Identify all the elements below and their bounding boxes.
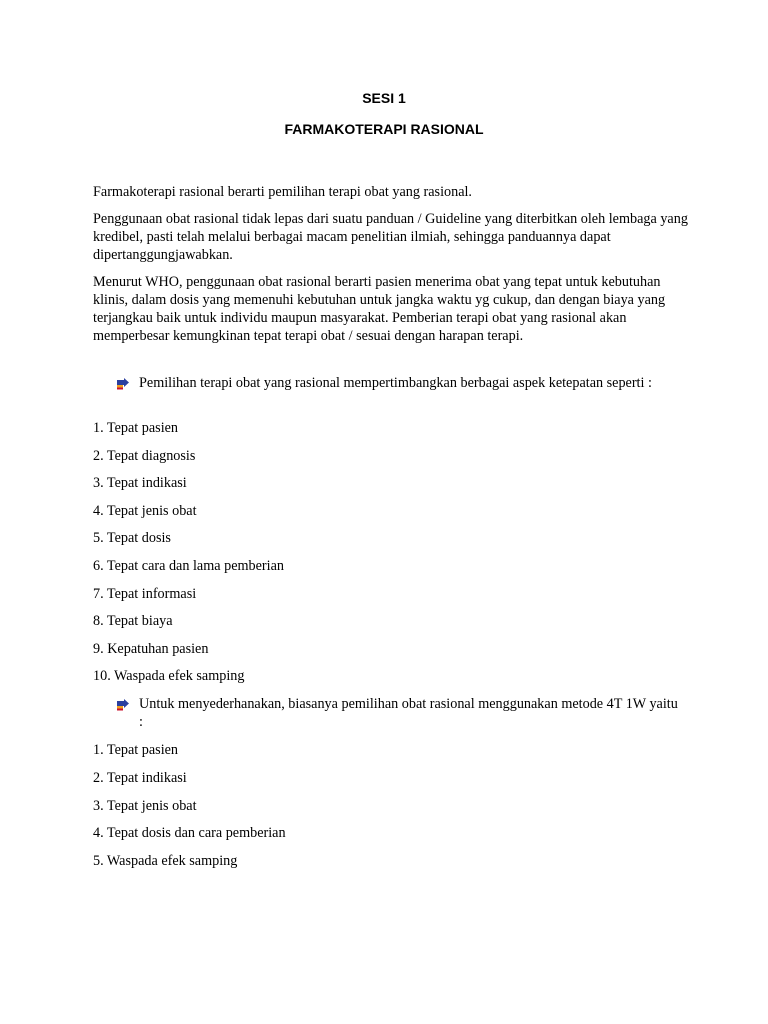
list-item: 4. Tepat dosis dan cara pemberian: [93, 825, 286, 842]
list-item: 8. Tepat biaya: [93, 613, 173, 630]
list-item: 1. Tepat pasien: [93, 420, 179, 436]
arrow-bullet-icon: [116, 699, 130, 711]
list-item: 10. Waspada efek samping: [93, 668, 245, 685]
list-item: 9. Kepatuhan pasien: [93, 640, 209, 657]
list-item: 6. Tepat cara dan lama pemberian: [93, 558, 284, 574]
list-item: 4. Tepat jenis obat: [93, 502, 197, 519]
list-item: 5. Waspada efek samping: [93, 853, 238, 870]
arrow-bullet-icon: [116, 378, 130, 390]
list-item: 2. Tepat diagnosis: [93, 447, 196, 464]
list-item: 5. Tepat dosis: [93, 530, 171, 547]
list-item: 7. Tepat informasi: [93, 585, 197, 602]
document-title: FARMAKOTERAPI RASIONAL: [284, 121, 484, 137]
list-item: 3. Tepat jenis obat: [93, 797, 197, 814]
paragraph-definition: Farmakoterapi rasional berarti pemilihan terapi obat yang rasional.: [93, 184, 472, 200]
list-item: 3. Tepat indikasi: [93, 475, 187, 492]
paragraph-guideline: Penggunaan obat rasional tidak lepas dari suatu panduan / Guideline yang diterbitkan oleh lembaga yang kredibel, pasti telah melalui berbagai macam penelitian ilmiah, sehingga panduannya dapat dipertanggungjawabkan.: [93, 211, 688, 263]
session-heading: SESI 1: [362, 90, 406, 106]
bullet-aspects-text: Pemilihan terapi obat yang rasional mempertimbangkan berbagai aspek ketepatan seperti :: [139, 375, 652, 391]
bullet-4t1w-text: Untuk menyederhanakan, biasanya pemilihan obat rasional menggunakan metode 4T 1W yaitu :: [139, 696, 678, 730]
list-item: 2. Tepat indikasi: [93, 769, 187, 786]
list-item: 1. Tepat pasien: [93, 742, 179, 758]
paragraph-who: Menurut WHO, penggunaan obat rasional berarti pasien menerima obat yang tepat untuk kebutuhan klinis, dalam dosis yang memenuhi kebutuhan untuk jangka waktu yg cukup, dan dengan biaya yang terjangkau baik untuk individu maupun masyarakat. Pemberian terapi obat yang rasional akan memperbesar kemungkinan tepat terapi obat / sesuai dengan harapan terapi.: [93, 274, 666, 344]
